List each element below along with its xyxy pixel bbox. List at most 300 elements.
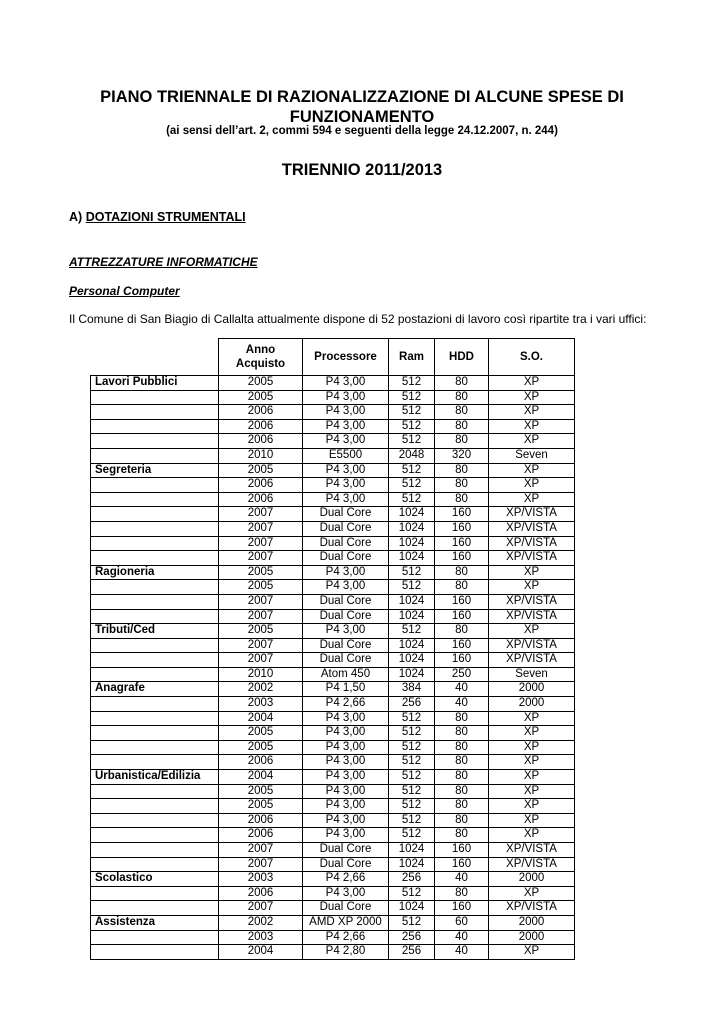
hdd-cell: 80 xyxy=(435,886,489,901)
ram-cell: 1024 xyxy=(389,594,435,609)
year-cell: 2006 xyxy=(219,886,303,901)
hdd-cell: 160 xyxy=(435,507,489,522)
os-cell: XP xyxy=(489,419,575,434)
year-cell: 2004 xyxy=(219,945,303,960)
hdd-cell: 160 xyxy=(435,857,489,872)
office-cell xyxy=(91,653,219,668)
table-header-row xyxy=(91,339,575,376)
ram-cell: 512 xyxy=(389,463,435,478)
os-cell: XP xyxy=(489,770,575,785)
ram-cell: 1024 xyxy=(389,609,435,624)
table-row xyxy=(91,813,575,828)
office-cell xyxy=(91,901,219,916)
office-cell xyxy=(91,405,219,420)
hdd-cell: 80 xyxy=(435,463,489,478)
os-cell: XP/VISTA xyxy=(489,901,575,916)
os-cell: 2000 xyxy=(489,872,575,887)
year-cell: 2002 xyxy=(219,915,303,930)
hdd-cell: 160 xyxy=(435,638,489,653)
header-ram: Ram xyxy=(389,339,435,376)
processor-cell: P4 3,00 xyxy=(303,463,389,478)
office-cell: Lavori Pubblici xyxy=(91,376,219,391)
ram-cell: 512 xyxy=(389,711,435,726)
hdd-cell: 80 xyxy=(435,711,489,726)
table-body xyxy=(91,376,575,960)
office-cell xyxy=(91,945,219,960)
year-cell: 2006 xyxy=(219,828,303,843)
year-cell: 2004 xyxy=(219,711,303,726)
hdd-cell: 40 xyxy=(435,945,489,960)
year-cell: 2007 xyxy=(219,843,303,858)
hdd-cell: 80 xyxy=(435,434,489,449)
os-cell: 2000 xyxy=(489,930,575,945)
processor-cell: P4 3,00 xyxy=(303,828,389,843)
table-row xyxy=(91,653,575,668)
ram-cell: 512 xyxy=(389,390,435,405)
hdd-cell: 60 xyxy=(435,915,489,930)
ram-cell: 1024 xyxy=(389,536,435,551)
os-cell: XP xyxy=(489,813,575,828)
office-cell xyxy=(91,536,219,551)
ram-cell: 256 xyxy=(389,697,435,712)
year-cell: 2007 xyxy=(219,521,303,536)
table-row xyxy=(91,711,575,726)
os-cell: XP/VISTA xyxy=(489,594,575,609)
ram-cell: 512 xyxy=(389,784,435,799)
year-cell: 2002 xyxy=(219,682,303,697)
ram-cell: 512 xyxy=(389,828,435,843)
processor-cell: P4 3,00 xyxy=(303,419,389,434)
processor-cell: Dual Core xyxy=(303,843,389,858)
os-cell: XP/VISTA xyxy=(489,609,575,624)
office-cell xyxy=(91,799,219,814)
table-row xyxy=(91,828,575,843)
table-row xyxy=(91,609,575,624)
hdd-cell: 80 xyxy=(435,740,489,755)
table-row xyxy=(91,740,575,755)
section-label: DOTAZIONI STRUMENTALI xyxy=(85,210,246,224)
year-cell: 2005 xyxy=(219,390,303,405)
year-cell: 2007 xyxy=(219,594,303,609)
office-cell xyxy=(91,843,219,858)
ram-cell: 512 xyxy=(389,376,435,391)
hdd-cell: 160 xyxy=(435,551,489,566)
office-cell: Segreteria xyxy=(91,463,219,478)
hdd-cell: 80 xyxy=(435,390,489,405)
os-cell: XP xyxy=(489,886,575,901)
header-so: S.O. xyxy=(489,339,575,376)
hdd-cell: 320 xyxy=(435,448,489,463)
office-cell xyxy=(91,697,219,712)
ram-cell: 512 xyxy=(389,434,435,449)
section-heading xyxy=(69,210,246,224)
os-cell: XP xyxy=(489,755,575,770)
table-row xyxy=(91,536,575,551)
office-cell xyxy=(91,390,219,405)
header-anno-acquisto-label: Anno Acquisto xyxy=(235,344,286,370)
office-cell xyxy=(91,755,219,770)
os-cell: XP/VISTA xyxy=(489,507,575,522)
year-cell: 2006 xyxy=(219,478,303,493)
table-row xyxy=(91,755,575,770)
hdd-cell: 160 xyxy=(435,521,489,536)
os-cell: XP xyxy=(489,376,575,391)
processor-cell: Dual Core xyxy=(303,536,389,551)
table-row xyxy=(91,521,575,536)
table-row xyxy=(91,697,575,712)
os-cell: Seven xyxy=(489,448,575,463)
processor-cell: P4 3,00 xyxy=(303,565,389,580)
os-cell: XP xyxy=(489,478,575,493)
ram-cell: 512 xyxy=(389,565,435,580)
ram-cell: 1024 xyxy=(389,551,435,566)
processor-cell: P4 3,00 xyxy=(303,740,389,755)
office-cell: Assistenza xyxy=(91,915,219,930)
office-cell xyxy=(91,784,219,799)
table-row xyxy=(91,843,575,858)
year-cell: 2005 xyxy=(219,624,303,639)
processor-cell: E5500 xyxy=(303,448,389,463)
office-cell xyxy=(91,711,219,726)
office-cell xyxy=(91,740,219,755)
table-row xyxy=(91,726,575,741)
year-cell: 2005 xyxy=(219,565,303,580)
hdd-cell: 80 xyxy=(435,813,489,828)
office-cell xyxy=(91,609,219,624)
ram-cell: 1024 xyxy=(389,638,435,653)
table-row xyxy=(91,667,575,682)
processor-cell: P4 1,50 xyxy=(303,682,389,697)
os-cell: XP/VISTA xyxy=(489,638,575,653)
table-row xyxy=(91,624,575,639)
office-cell xyxy=(91,448,219,463)
hdd-cell: 160 xyxy=(435,609,489,624)
year-cell: 2005 xyxy=(219,726,303,741)
hdd-cell: 80 xyxy=(435,784,489,799)
ram-cell: 512 xyxy=(389,755,435,770)
hdd-cell: 80 xyxy=(435,405,489,420)
processor-cell: Dual Core xyxy=(303,653,389,668)
hdd-cell: 40 xyxy=(435,697,489,712)
office-cell xyxy=(91,726,219,741)
processor-cell: P4 3,00 xyxy=(303,492,389,507)
hdd-cell: 80 xyxy=(435,580,489,595)
office-cell xyxy=(91,492,219,507)
hdd-cell: 160 xyxy=(435,653,489,668)
ram-cell: 1024 xyxy=(389,507,435,522)
hdd-cell: 80 xyxy=(435,478,489,493)
processor-cell: P4 2,80 xyxy=(303,945,389,960)
os-cell: XP xyxy=(489,434,575,449)
year-cell: 2007 xyxy=(219,551,303,566)
subsection-heading: ATTREZZATURE INFORMATICHE xyxy=(69,255,258,269)
year-cell: 2010 xyxy=(219,667,303,682)
ram-cell: 256 xyxy=(389,930,435,945)
office-cell: Tributi/Ced xyxy=(91,624,219,639)
year-cell: 2005 xyxy=(219,376,303,391)
hdd-cell: 80 xyxy=(435,770,489,785)
year-cell: 2007 xyxy=(219,653,303,668)
year-cell: 2003 xyxy=(219,872,303,887)
processor-cell: P4 3,00 xyxy=(303,726,389,741)
year-cell: 2005 xyxy=(219,784,303,799)
year-cell: 2007 xyxy=(219,857,303,872)
year-cell: 2007 xyxy=(219,901,303,916)
subsubsection-heading: Personal Computer xyxy=(69,284,180,298)
os-cell: XP xyxy=(489,565,575,580)
processor-cell: P4 3,00 xyxy=(303,770,389,785)
ram-cell: 512 xyxy=(389,726,435,741)
table-row xyxy=(91,390,575,405)
table-row xyxy=(91,434,575,449)
processor-cell: Dual Core xyxy=(303,901,389,916)
processor-cell: Dual Core xyxy=(303,857,389,872)
os-cell: XP xyxy=(489,390,575,405)
os-cell: XP xyxy=(489,828,575,843)
os-cell: XP xyxy=(489,624,575,639)
office-cell xyxy=(91,594,219,609)
office-cell xyxy=(91,886,219,901)
os-cell: XP xyxy=(489,945,575,960)
table-row xyxy=(91,857,575,872)
ram-cell: 1024 xyxy=(389,521,435,536)
ram-cell: 1024 xyxy=(389,667,435,682)
year-cell: 2007 xyxy=(219,536,303,551)
processor-cell: P4 3,00 xyxy=(303,434,389,449)
table-row xyxy=(91,945,575,960)
ram-cell: 512 xyxy=(389,624,435,639)
table-row xyxy=(91,872,575,887)
ram-cell: 1024 xyxy=(389,901,435,916)
os-cell: XP xyxy=(489,740,575,755)
pc-table xyxy=(90,338,575,960)
ram-cell: 512 xyxy=(389,770,435,785)
hdd-cell: 160 xyxy=(435,594,489,609)
year-cell: 2005 xyxy=(219,580,303,595)
ram-cell: 512 xyxy=(389,740,435,755)
table-row xyxy=(91,682,575,697)
os-cell: XP xyxy=(489,492,575,507)
year-cell: 2006 xyxy=(219,755,303,770)
ram-cell: 1024 xyxy=(389,857,435,872)
year-cell: 2007 xyxy=(219,638,303,653)
ram-cell: 512 xyxy=(389,405,435,420)
ram-cell: 512 xyxy=(389,492,435,507)
office-cell xyxy=(91,478,219,493)
intro-paragraph: Il Comune di San Biagio di Callalta attualmente dispone di 52 postazioni di lavoro così ripartite tra i vari uffici: xyxy=(69,312,647,326)
ram-cell: 512 xyxy=(389,915,435,930)
os-cell: XP xyxy=(489,405,575,420)
table-row xyxy=(91,580,575,595)
office-cell xyxy=(91,813,219,828)
table-row xyxy=(91,448,575,463)
os-cell: XP/VISTA xyxy=(489,843,575,858)
ram-cell: 512 xyxy=(389,886,435,901)
processor-cell: P4 3,00 xyxy=(303,624,389,639)
table-row xyxy=(91,492,575,507)
table-row xyxy=(91,376,575,391)
processor-cell: P4 3,00 xyxy=(303,376,389,391)
office-cell xyxy=(91,638,219,653)
year-cell: 2007 xyxy=(219,609,303,624)
processor-cell: P4 3,00 xyxy=(303,405,389,420)
office-cell xyxy=(91,507,219,522)
processor-cell: AMD XP 2000 xyxy=(303,915,389,930)
ram-cell: 512 xyxy=(389,419,435,434)
office-cell: Anagrafe xyxy=(91,682,219,697)
ram-cell: 256 xyxy=(389,945,435,960)
hdd-cell: 80 xyxy=(435,376,489,391)
section-prefix: A) xyxy=(69,210,83,224)
os-cell: XP/VISTA xyxy=(489,551,575,566)
hdd-cell: 80 xyxy=(435,828,489,843)
os-cell: XP xyxy=(489,726,575,741)
triennio-heading: TRIENNIO 2011/2013 xyxy=(281,161,443,179)
hdd-cell: 80 xyxy=(435,755,489,770)
table-row xyxy=(91,478,575,493)
year-cell: 2007 xyxy=(219,507,303,522)
table-row xyxy=(91,886,575,901)
year-cell: 2006 xyxy=(219,492,303,507)
processor-cell: P4 2,66 xyxy=(303,930,389,945)
os-cell: 2000 xyxy=(489,682,575,697)
ram-cell: 512 xyxy=(389,580,435,595)
processor-cell: Dual Core xyxy=(303,609,389,624)
hdd-cell: 80 xyxy=(435,419,489,434)
office-cell xyxy=(91,551,219,566)
table-row xyxy=(91,507,575,522)
year-cell: 2006 xyxy=(219,405,303,420)
hdd-cell: 80 xyxy=(435,726,489,741)
hdd-cell: 80 xyxy=(435,565,489,580)
hdd-cell: 40 xyxy=(435,930,489,945)
processor-cell: P4 3,00 xyxy=(303,799,389,814)
document-subtitle: (ai sensi dell’art. 2, commi 594 e seguenti della legge 24.12.2007, n. 244) xyxy=(166,125,558,137)
header-office xyxy=(91,339,219,376)
processor-cell: Dual Core xyxy=(303,594,389,609)
header-processore: Processore xyxy=(303,339,389,376)
processor-cell: P4 3,00 xyxy=(303,478,389,493)
table-row xyxy=(91,770,575,785)
year-cell: 2003 xyxy=(219,930,303,945)
processor-cell: P4 3,00 xyxy=(303,711,389,726)
os-cell: XP/VISTA xyxy=(489,857,575,872)
office-cell xyxy=(91,857,219,872)
processor-cell: P4 3,00 xyxy=(303,784,389,799)
year-cell: 2004 xyxy=(219,770,303,785)
hdd-cell: 250 xyxy=(435,667,489,682)
os-cell: XP xyxy=(489,580,575,595)
office-cell xyxy=(91,930,219,945)
processor-cell: Dual Core xyxy=(303,551,389,566)
processor-cell: P4 3,00 xyxy=(303,390,389,405)
document-title xyxy=(40,87,684,127)
header-hdd: HDD xyxy=(435,339,489,376)
os-cell: 2000 xyxy=(489,915,575,930)
table-row xyxy=(91,915,575,930)
os-cell: Seven xyxy=(489,667,575,682)
table-row xyxy=(91,799,575,814)
table-row xyxy=(91,463,575,478)
office-cell: Urbanistica/Edilizia xyxy=(91,770,219,785)
office-cell xyxy=(91,828,219,843)
office-cell xyxy=(91,434,219,449)
table-row xyxy=(91,784,575,799)
ram-cell: 512 xyxy=(389,478,435,493)
year-cell: 2005 xyxy=(219,740,303,755)
hdd-cell: 40 xyxy=(435,682,489,697)
title-line-1: PIANO TRIENNALE DI RAZIONALIZZAZIONE DI ALCUNE SPESE DI xyxy=(100,88,624,106)
year-cell: 2003 xyxy=(219,697,303,712)
office-cell xyxy=(91,419,219,434)
table-row xyxy=(91,551,575,566)
ram-cell: 1024 xyxy=(389,653,435,668)
processor-cell: P4 3,00 xyxy=(303,755,389,770)
office-cell xyxy=(91,521,219,536)
hdd-cell: 80 xyxy=(435,492,489,507)
os-cell: XP xyxy=(489,799,575,814)
processor-cell: Dual Core xyxy=(303,638,389,653)
ram-cell: 1024 xyxy=(389,843,435,858)
table-row xyxy=(91,930,575,945)
year-cell: 2005 xyxy=(219,799,303,814)
table-row xyxy=(91,419,575,434)
processor-cell: Dual Core xyxy=(303,507,389,522)
os-cell: XP/VISTA xyxy=(489,521,575,536)
office-cell: Scolastico xyxy=(91,872,219,887)
table-row xyxy=(91,638,575,653)
processor-cell: P4 2,66 xyxy=(303,697,389,712)
processor-cell: Dual Core xyxy=(303,521,389,536)
year-cell: 2005 xyxy=(219,463,303,478)
ram-cell: 512 xyxy=(389,799,435,814)
os-cell: 2000 xyxy=(489,697,575,712)
table-row xyxy=(91,405,575,420)
hdd-cell: 40 xyxy=(435,872,489,887)
os-cell: XP/VISTA xyxy=(489,536,575,551)
year-cell: 2006 xyxy=(219,813,303,828)
os-cell: XP xyxy=(489,784,575,799)
year-cell: 2006 xyxy=(219,434,303,449)
table-row xyxy=(91,565,575,580)
hdd-cell: 160 xyxy=(435,901,489,916)
ram-cell: 384 xyxy=(389,682,435,697)
processor-cell: P4 2,66 xyxy=(303,872,389,887)
processor-cell: P4 3,00 xyxy=(303,580,389,595)
hdd-cell: 160 xyxy=(435,843,489,858)
table-row xyxy=(91,594,575,609)
title-line-2: FUNZIONAMENTO xyxy=(289,108,435,126)
year-cell: 2006 xyxy=(219,419,303,434)
header-anno-acquisto xyxy=(219,339,303,376)
year-cell: 2010 xyxy=(219,448,303,463)
processor-cell: P4 3,00 xyxy=(303,813,389,828)
os-cell: XP xyxy=(489,463,575,478)
hdd-cell: 80 xyxy=(435,624,489,639)
os-cell: XP/VISTA xyxy=(489,653,575,668)
hdd-cell: 160 xyxy=(435,536,489,551)
processor-cell: Atom 450 xyxy=(303,667,389,682)
office-cell: Ragioneria xyxy=(91,565,219,580)
ram-cell: 2048 xyxy=(389,448,435,463)
hdd-cell: 80 xyxy=(435,799,489,814)
ram-cell: 512 xyxy=(389,813,435,828)
office-cell xyxy=(91,667,219,682)
processor-cell: P4 3,00 xyxy=(303,886,389,901)
table-row xyxy=(91,901,575,916)
office-cell xyxy=(91,580,219,595)
os-cell: XP xyxy=(489,711,575,726)
